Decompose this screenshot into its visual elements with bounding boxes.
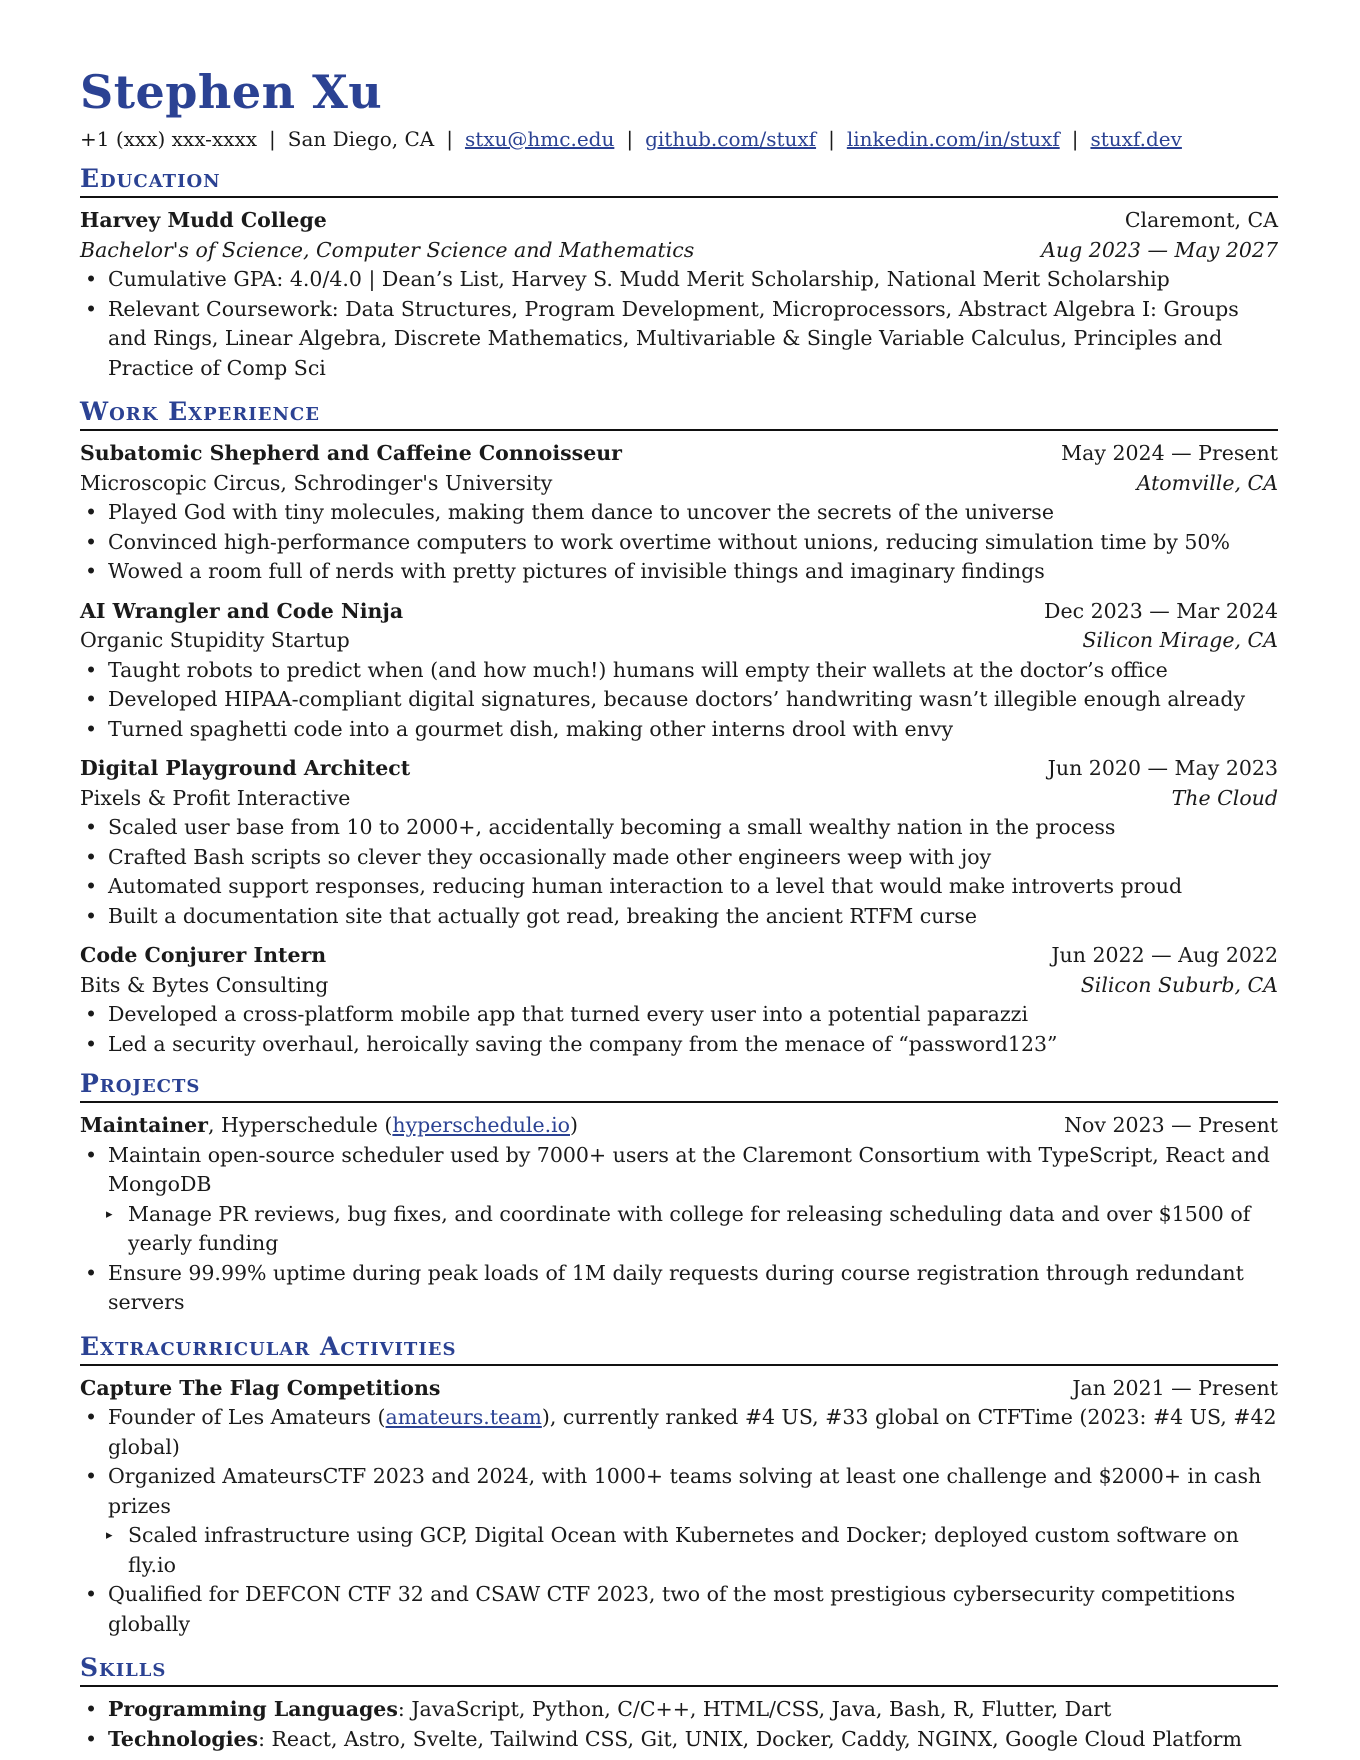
section-title-extracurricular: Extracurricular Activities xyxy=(80,1332,1278,1366)
job-header xyxy=(80,754,1278,784)
list-item: • Developed HIPAA-compliant digital signatures, because doctors’ handwriting wasn’t illegible enough already xyxy=(80,685,1278,715)
job-org-row xyxy=(80,784,1278,814)
skill-label: Technologies xyxy=(108,1726,259,1751)
job-role: Digital Playground Architect xyxy=(80,756,411,780)
job-location: Silicon Mirage, CA xyxy=(1082,628,1278,652)
phone: +1 (xxx) xxx-xxxx xyxy=(80,127,258,151)
job-location: The Cloud xyxy=(1171,785,1278,810)
list-item: • Developed a cross-platform mobile app that turned every user into a potential paparazzi xyxy=(80,1000,1278,1030)
job-entry xyxy=(80,597,1278,745)
project-header xyxy=(80,1111,1278,1141)
list-item: • Built a documentation site that actually got read, breaking the ancient RTFM curse xyxy=(80,902,1278,932)
team-link[interactable]: amateurs.team xyxy=(385,1405,542,1429)
section-title-work: Work Experience xyxy=(80,397,1278,431)
separator: | xyxy=(626,127,634,151)
sub-list-item: ▸ Manage PR reviews, bug fixes, and coordinate with college for releasing scheduling data and over $1500 of yearly funding xyxy=(80,1200,1278,1259)
section-title-education: Education xyxy=(80,164,1278,198)
list-item: • Cumulative GPA: 4.0/4.0 | Dean’s List, Harvey S. Mudd Merit Scholarship, National Merit Scholarship xyxy=(80,265,1278,295)
education-section xyxy=(80,164,1278,383)
job-header xyxy=(80,439,1278,469)
list-item xyxy=(80,1403,1278,1462)
project-link[interactable]: hyperschedule.io xyxy=(392,1113,570,1137)
job-role: Code Conjurer Intern xyxy=(80,943,327,967)
list-item: • Taught robots to predict when (and how much!) humans will empty their wallets at the doctor’s office xyxy=(80,656,1278,686)
job-role: Subatomic Shepherd and Caffeine Connoisseur xyxy=(80,441,622,465)
skill-value: : React, Astro, Svelte, Tailwind CSS, Git, UNIX, Docker, Caddy, NGINX, Google Cloud Platform xyxy=(258,1726,1242,1751)
project-bullets xyxy=(80,1141,1278,1318)
project-role: Maintainer xyxy=(80,1113,208,1137)
github-link[interactable]: github.com/stuxf xyxy=(645,127,817,151)
list-item: • Maintain open-source scheduler used by 7000+ users at the Claremont Consortium with TypeScript, React and MongoDB xyxy=(80,1141,1278,1200)
resume-page xyxy=(80,62,1278,1754)
project-name-prefix: , Hyperschedule ( xyxy=(207,1113,393,1137)
activity-bullets xyxy=(80,1403,1278,1639)
skill-label: Programming Languages xyxy=(108,1697,398,1721)
list-item xyxy=(80,1725,1278,1755)
separator: | xyxy=(269,127,276,151)
degree: Bachelor's of Science, Computer Science and Mathematics xyxy=(80,237,695,262)
email-link[interactable]: stxu@hmc.edu xyxy=(464,127,615,151)
list-item: • Turned spaghetti code into a gourmet dish, making other interns drool with envy xyxy=(80,715,1278,745)
list-item: • Convinced high-performance computers to work overtime without unions, reducing simulation time by 50% xyxy=(80,528,1278,558)
work-section xyxy=(80,397,1278,1059)
list-item: • Automated support responses, reducing human interaction to a level that would make introverts proud xyxy=(80,872,1278,902)
job-entry xyxy=(80,754,1278,931)
location: San Diego, CA xyxy=(287,127,435,151)
skill-value: : JavaScript, Python, C/C++, HTML/CSS, Java, Bash, R, Flutter, Dart xyxy=(397,1697,1112,1721)
job-role: AI Wrangler and Code Ninja xyxy=(80,598,404,623)
job-bullets xyxy=(80,656,1278,745)
section-title-skills: Skills xyxy=(80,1653,1278,1687)
activity-header xyxy=(80,1374,1278,1404)
job-org-row xyxy=(80,971,1278,1001)
job-location: Atomville, CA xyxy=(1136,470,1278,495)
job-org-row xyxy=(80,626,1278,656)
list-item: • Played God with tiny molecules, making them dance to uncover the secrets of the universe xyxy=(80,498,1278,528)
job-dates: Dec 2023 — Mar 2024 xyxy=(1044,598,1278,623)
separator: | xyxy=(828,127,835,151)
activity-name: Capture The Flag Competitions xyxy=(80,1375,441,1400)
sub-list-item: ▸ Scaled infrastructure using GCP, Digital Ocean with Kubernetes and Docker; deployed custom software on fly.io xyxy=(80,1521,1278,1580)
education-dates: Aug 2023 — May 2027 xyxy=(1041,237,1278,262)
education-bullets xyxy=(80,265,1278,383)
job-bullets xyxy=(80,813,1278,931)
job-org: Microscopic Circus, Schrodinger's University xyxy=(80,470,553,495)
text: ), currently ranked #4 US, #33 global on CTFTime (2023: #4 US, #42 global) xyxy=(108,1405,1277,1459)
job-bullets xyxy=(80,498,1278,587)
list-item: • Scaled user base from 10 to 2000+, accidentally becoming a small wealthy nation in the process xyxy=(80,813,1278,843)
linkedin-link[interactable]: linkedin.com/in/stuxf xyxy=(846,127,1060,151)
list-item: • Crafted Bash scripts so clever they occasionally made other engineers weep with joy xyxy=(80,843,1278,873)
list-item: • Ensure 99.99% uptime during peak loads of 1M daily requests during course registration through redundant servers xyxy=(80,1259,1278,1318)
extracurricular-section xyxy=(80,1332,1278,1640)
project-name-suffix: ) xyxy=(570,1113,578,1137)
job-dates: Jun 2022 — Aug 2022 xyxy=(1051,943,1278,967)
skills-section xyxy=(80,1653,1278,1754)
job-header xyxy=(80,941,1278,971)
contact-line xyxy=(80,124,1278,154)
job-dates: Jun 2020 — May 2023 xyxy=(1047,756,1278,780)
list-item: • Organized AmateursCTF 2023 and 2024, with 1000+ teams solving at least one challenge and $2000+ in cash prizes xyxy=(80,1462,1278,1521)
skills-list xyxy=(80,1695,1278,1754)
list-item xyxy=(80,1695,1278,1725)
job-location: Silicon Suburb, CA xyxy=(1080,972,1278,997)
section-title-projects: Projects xyxy=(80,1069,1278,1103)
job-org-row xyxy=(80,469,1278,499)
list-item: • Wowed a room full of nerds with pretty pictures of invisible things and imaginary findings xyxy=(80,557,1278,587)
job-org: Bits & Bytes Consulting xyxy=(80,972,329,997)
job-org: Organic Stupidity Startup xyxy=(80,628,350,652)
separator: | xyxy=(1071,127,1079,151)
degree-row xyxy=(80,236,1278,266)
list-item: • Qualified for DEFCON CTF 32 and CSAW CTF 2023, two of the most prestigious cybersecurity competitions globally xyxy=(80,1580,1278,1639)
education-header xyxy=(80,206,1278,236)
list-item: • Led a security overhaul, heroically saving the company from the menace of “password123” xyxy=(80,1030,1278,1060)
activity-dates: Jan 2021 — Present xyxy=(1072,1375,1278,1400)
job-entry xyxy=(80,439,1278,587)
job-org: Pixels & Profit Interactive xyxy=(80,785,351,810)
job-dates: May 2024 — Present xyxy=(1061,441,1278,465)
job-header xyxy=(80,597,1278,627)
job-bullets xyxy=(80,1000,1278,1059)
project-title xyxy=(80,1111,578,1141)
separator: | xyxy=(446,127,453,151)
project-dates: Nov 2023 — Present xyxy=(1064,1113,1278,1137)
projects-section xyxy=(80,1069,1278,1318)
school-location: Claremont, CA xyxy=(1124,208,1278,232)
school-name: Harvey Mudd College xyxy=(80,208,327,232)
text: Founder of Les Amateurs ( xyxy=(108,1405,386,1429)
list-item: • Relevant Coursework: Data Structures, Program Development, Microprocessors, Abstract Algebra I: Groups and Rings, Linear Algebra, Discrete Mathematics, Multivariable & Single Variable Calculus, Principles and Practice of Comp Sci xyxy=(80,295,1278,384)
job-entry xyxy=(80,941,1278,1059)
website-link[interactable]: stuxf.dev xyxy=(1090,127,1182,151)
candidate-name: Stephen Xu xyxy=(80,65,383,119)
